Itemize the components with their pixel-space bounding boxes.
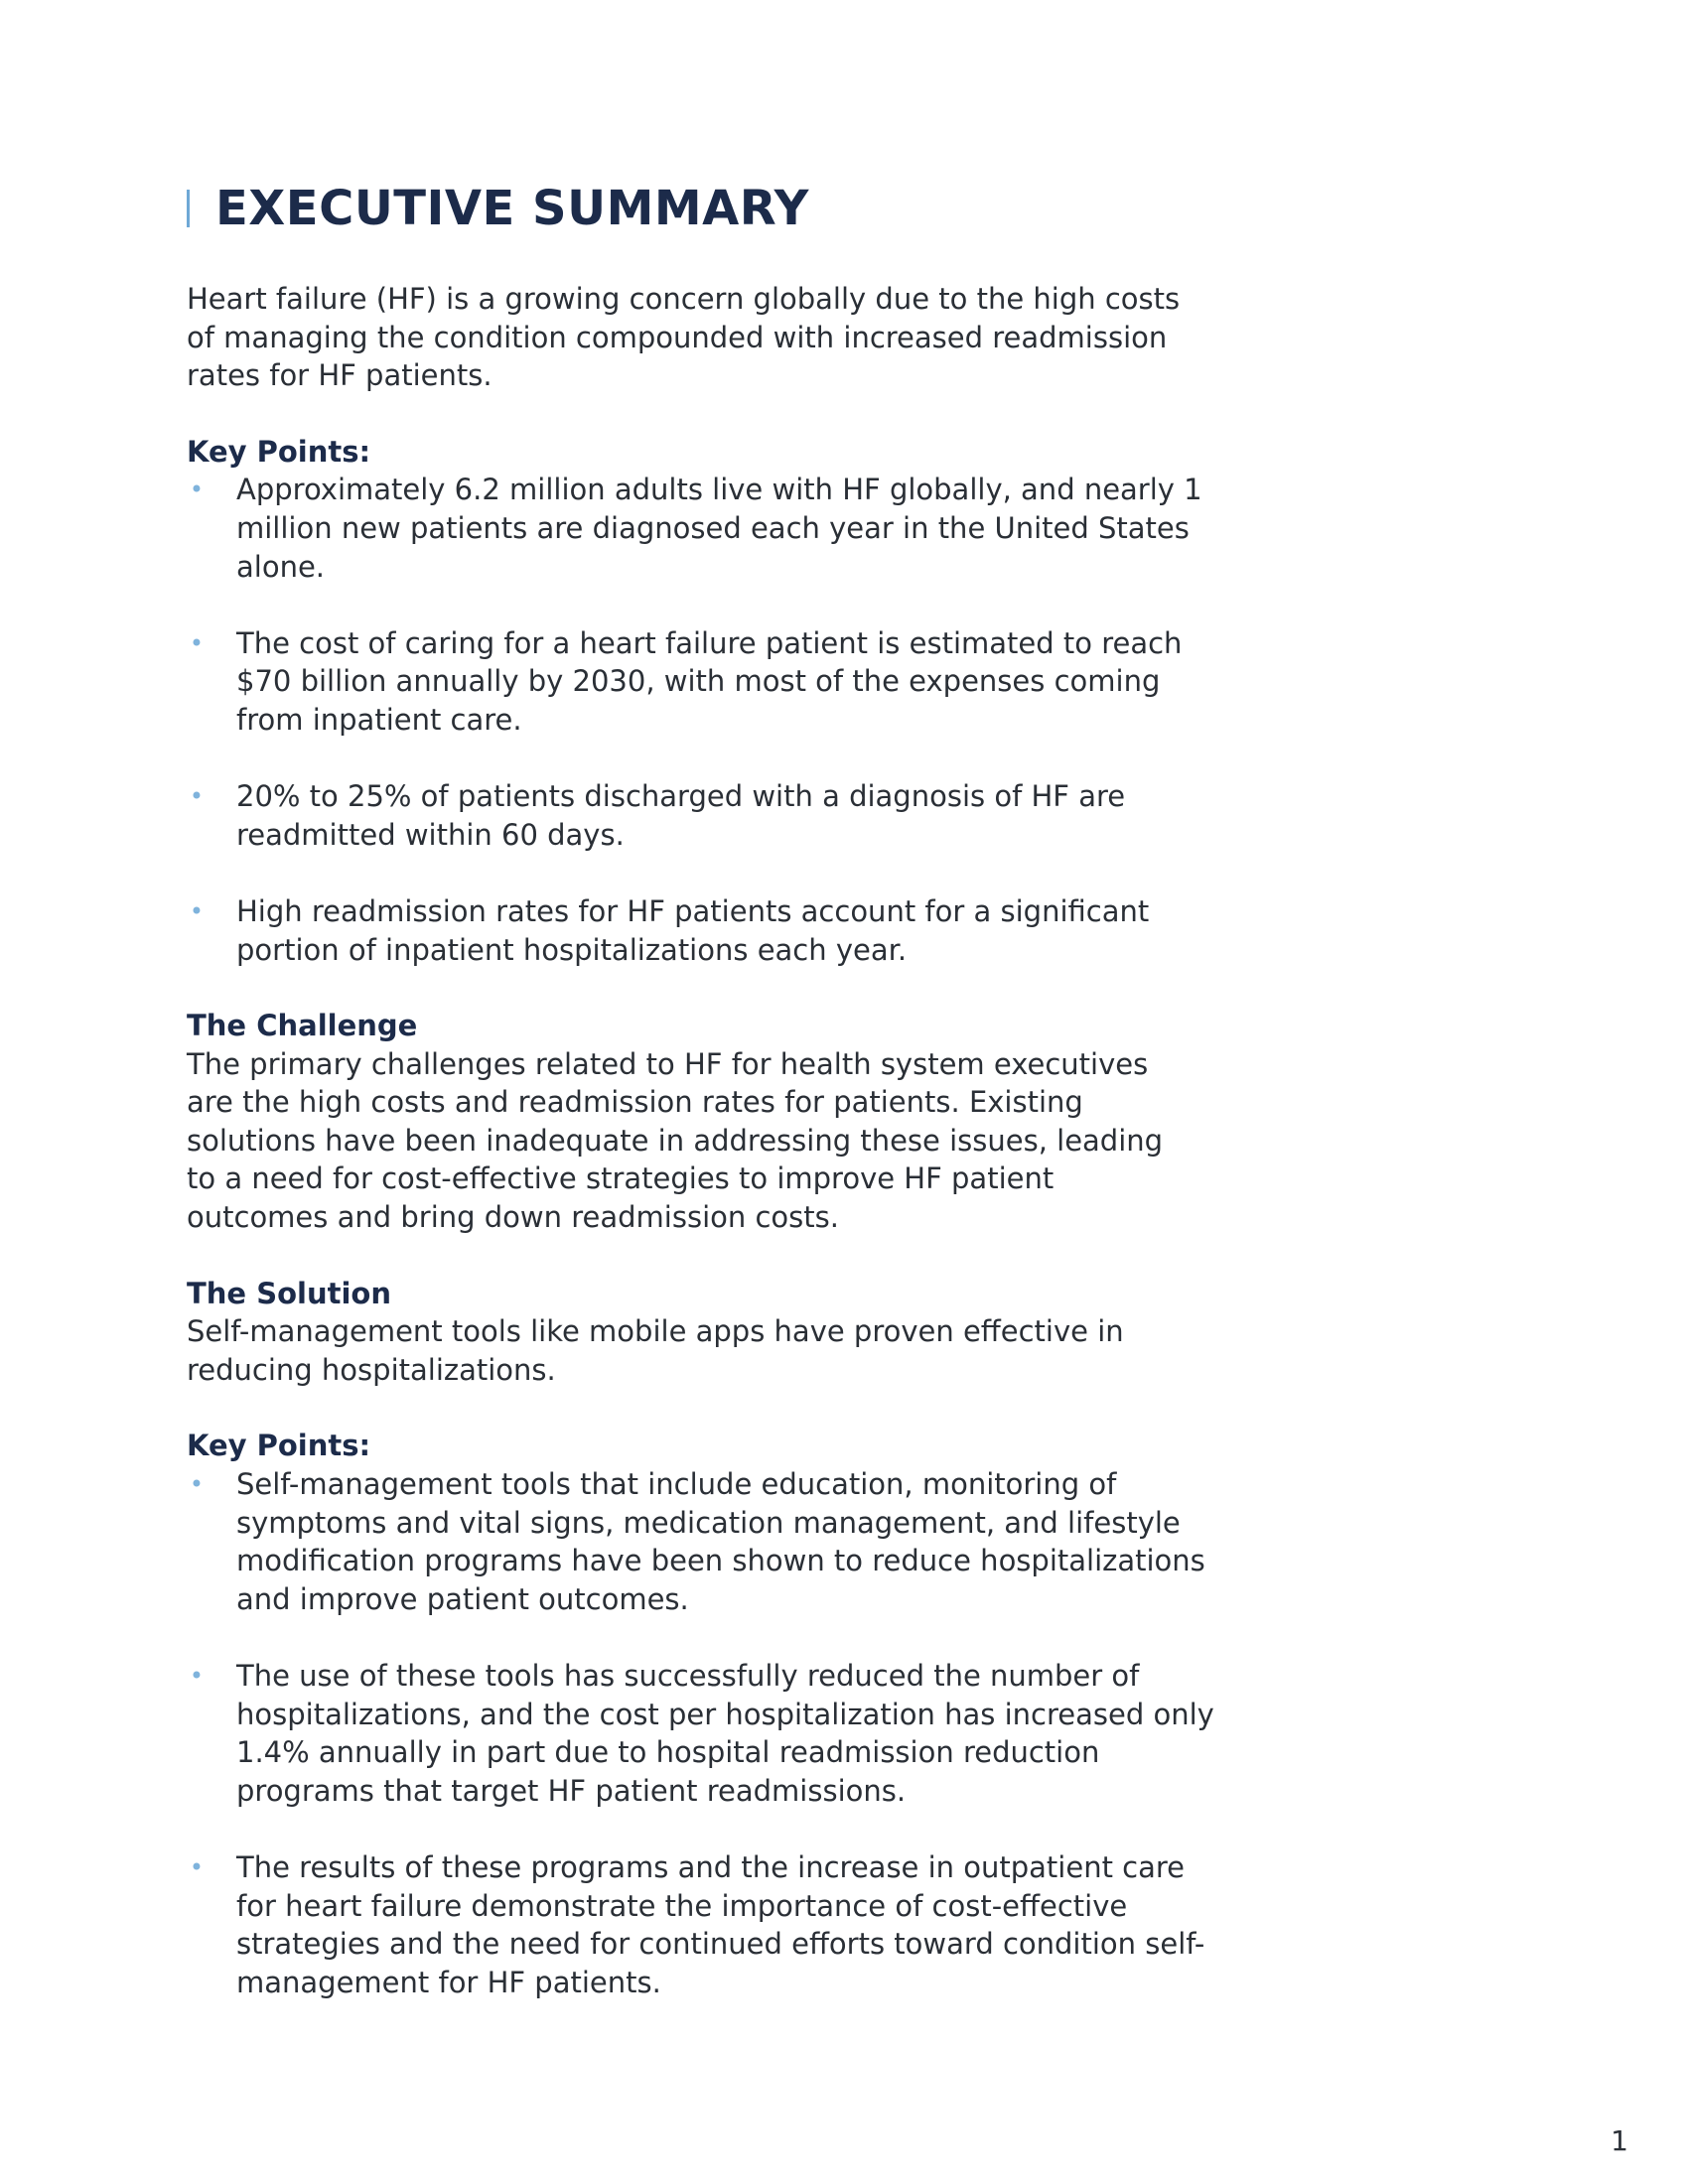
bullet-icon: • (189, 628, 205, 657)
page-number: 1 (1611, 2124, 1628, 2157)
list-item-text: The use of these tools has successfully reduced the number of hospitalizations, and the cost per hospitalization has increased only 1.4% annually in part due to hospital readmission reduction programs that target HF patient readmissions. (236, 1659, 1214, 1808)
spacer (187, 1237, 1219, 1275)
bullet-icon: • (189, 896, 205, 925)
key-points-heading-1: Key Points: (187, 434, 371, 469)
list-item-text: The results of these programs and the increase in outpatient care for heart failure demonstrate the importance of cost-effective strategies and the need for continued efforts toward condition self-management for HF patients. (236, 1849, 1205, 1999)
key-points-list-1 (187, 471, 1219, 969)
list-item-text: Self-management tools that include education, monitoring of symptoms and vital signs, medication management, and lifestyle modification programs have been shown to reduce hospitalizations and improve patient outcomes. (236, 1467, 1205, 1616)
list-item (187, 1465, 1229, 1618)
list-item (187, 1848, 1229, 2001)
solution-paragraph: Self-management tools like mobile apps have proven effective in reducing hospitalizations. (187, 1314, 1124, 1387)
spacer (187, 1389, 1219, 1427)
solution-heading: The Solution (187, 1276, 391, 1310)
document-content (187, 179, 1219, 2001)
title-accent-bar (187, 190, 190, 227)
intro-paragraph: Heart failure (HF) is a growing concern globally due to the high costs of managing the condition compounded with increased readmission rates for HF patients. (187, 282, 1181, 393)
solution-section (187, 1275, 1219, 1390)
challenge-heading: The Challenge (187, 1009, 418, 1043)
key-points-list-2 (187, 1465, 1219, 2001)
challenge-section (187, 1007, 1219, 1237)
list-item (187, 777, 1229, 854)
list-item (187, 892, 1229, 969)
list-item (187, 471, 1229, 586)
bullet-icon: • (189, 1852, 205, 1881)
list-item-text: Approximately 6.2 million adults live with HF globally, and nearly 1 million new patients are diagnosed each year in the United States alone. (236, 473, 1202, 584)
challenge-paragraph: The primary challenges related to HF for health system executives are the high costs and readmission rates for patients. Existing solutions have been inadequate in addressing these issues, leading to a need for cost-effective strategies to improve HF patient outcomes and bring down readmission costs. (187, 1046, 1164, 1235)
key-points-section-2 (187, 1427, 1219, 2001)
page-title: EXECUTIVE SUMMARY (215, 181, 809, 236)
list-item-text: The cost of caring for a heart failure patient is estimated to reach $70 billion annually by 2030, with most of the expenses coming from inpatient care. (236, 625, 1183, 737)
bullet-icon: • (189, 782, 205, 811)
bullet-icon: • (189, 476, 205, 504)
list-item (187, 1657, 1229, 1810)
title-block (187, 179, 1219, 258)
key-points-section-1 (187, 433, 1219, 969)
list-item (187, 624, 1229, 740)
bullet-icon: • (189, 1470, 205, 1499)
key-points-heading-2: Key Points: (187, 1429, 371, 1463)
spacer (187, 395, 1219, 433)
list-item-text: 20% to 25% of patients discharged with a diagnosis of HF are readmitted within 60 days. (236, 779, 1126, 852)
bullet-icon: • (189, 1662, 205, 1690)
list-item-text: High readmission rates for HF patients account for a significant portion of inpatient hospitalizations each year. (236, 893, 1150, 967)
spacer (187, 969, 1219, 1007)
